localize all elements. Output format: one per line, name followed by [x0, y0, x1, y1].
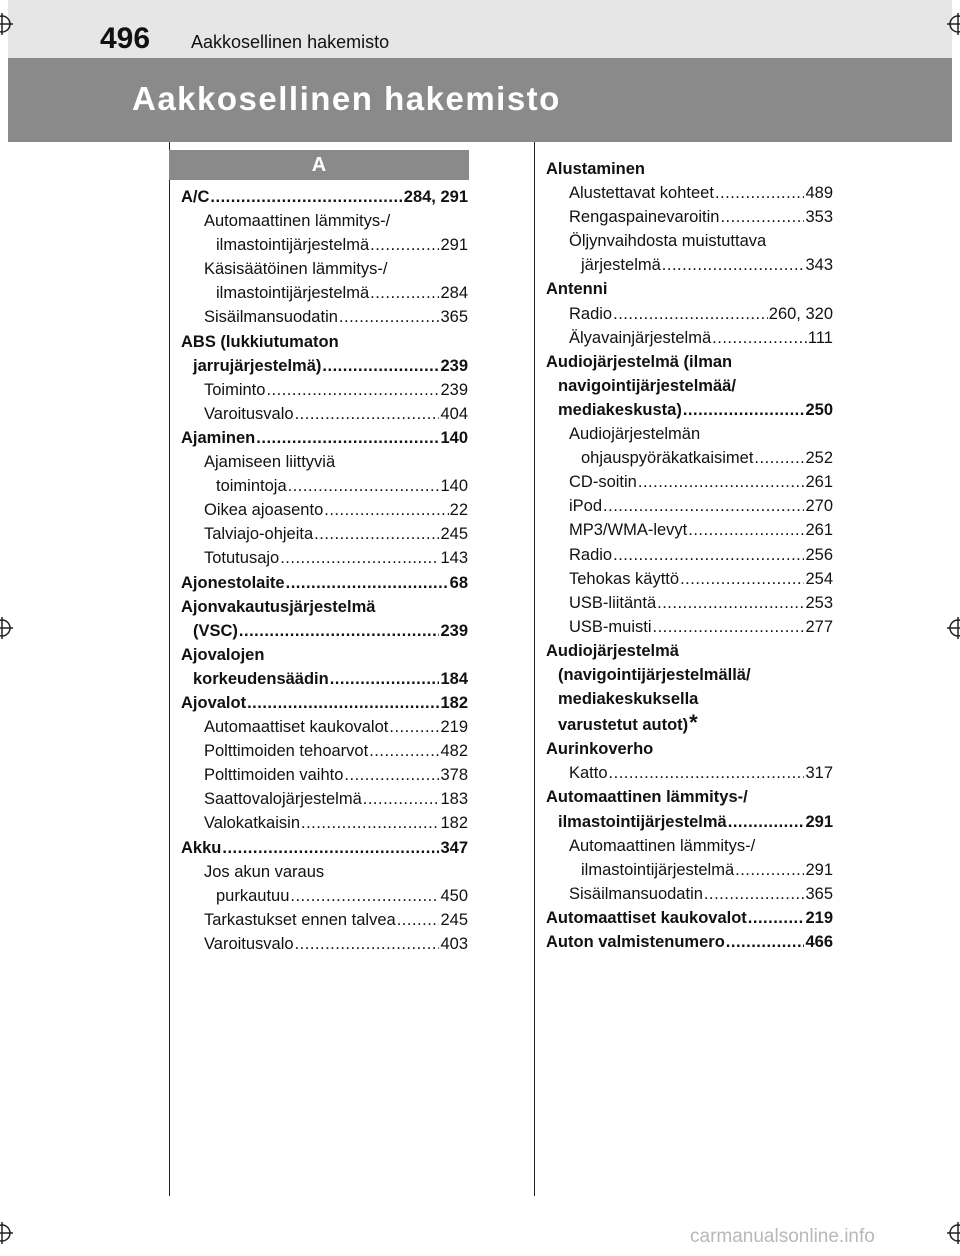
dot-leader: [662, 253, 805, 277]
dot-leader: [397, 908, 440, 932]
dot-leader: [657, 591, 804, 615]
index-term: Ajaminen: [181, 428, 256, 447]
section-letter-header: A: [169, 150, 469, 180]
index-entry: [546, 374, 833, 398]
dot-leader: [256, 426, 439, 450]
index-term: Automaattiset kaukovalot: [204, 718, 389, 737]
index-term: Automaattinen lämmitys-/: [204, 212, 391, 231]
dot-leader: [344, 763, 439, 787]
index-entry: [181, 884, 468, 908]
dot-leader: [286, 571, 449, 595]
index-term: Ajamiseen liittyviä: [204, 453, 336, 472]
index-entry: [546, 302, 833, 326]
index-term: navigointijärjestelmää/: [558, 376, 736, 395]
page-reference: 182: [440, 693, 468, 712]
dot-leader: [726, 930, 805, 954]
index-term: Talviajo-ohjeita: [204, 525, 314, 544]
center-column-rule: [534, 142, 535, 1196]
page-reference: 284, 291: [403, 188, 468, 206]
dot-leader: [638, 470, 805, 494]
index-term: USB-liitäntä: [569, 593, 657, 612]
index-term: Rengaspainevaroitin: [569, 208, 720, 227]
running-head: Aakkosellinen hakemisto: [191, 32, 390, 52]
dot-leader: [239, 619, 440, 643]
index-entry: [181, 450, 468, 474]
index-entry: [181, 595, 468, 619]
index-term: Saattovalojärjestelmä: [204, 790, 362, 809]
index-entry: [546, 687, 833, 711]
page-reference: 270: [805, 497, 833, 516]
dot-leader: [363, 787, 440, 811]
index-term: Sisäilmansuodatin: [204, 308, 338, 327]
index-entry: [181, 402, 468, 426]
index-term: Käsisäätöinen lämmitys-/: [204, 260, 388, 279]
index-entry: [181, 209, 468, 233]
page-reference: 143: [440, 549, 468, 568]
dot-leader: [680, 567, 804, 591]
page-reference: 403: [440, 934, 468, 953]
page-reference: 450: [440, 886, 468, 905]
index-term: iPod: [569, 497, 603, 516]
dot-leader: [735, 858, 804, 882]
index-term: Valokatkaisin: [204, 814, 300, 833]
index-entry: [546, 930, 833, 954]
index-entry: [546, 737, 833, 761]
index-term: Audiojärjestelmä: [546, 641, 679, 660]
index-entry: [546, 157, 833, 181]
index-term: MP3/WMA-levyt: [569, 521, 688, 540]
index-entry: [546, 422, 833, 446]
footnote-asterisk: *: [689, 710, 698, 736]
page-reference: 239: [440, 356, 468, 375]
dot-leader: [609, 761, 805, 785]
index-entry: [181, 281, 468, 305]
dot-leader: [603, 494, 804, 518]
index-entry: [181, 643, 468, 667]
index-entry: [546, 663, 833, 687]
registration-mark-icon: [0, 1222, 13, 1244]
index-term: Automaattinen lämmitys-/: [569, 836, 756, 855]
index-entry: [546, 567, 833, 591]
index-term: Automaattinen lämmitys-/: [546, 788, 748, 807]
page-reference: 343: [805, 256, 833, 275]
dot-leader: [324, 498, 448, 522]
index-term: Oikea ajoasento: [204, 501, 324, 520]
dot-leader: [295, 932, 440, 956]
page-reference: 245: [440, 910, 468, 929]
index-entry: [546, 470, 833, 494]
index-term: Antenni: [546, 280, 608, 299]
index-entry: [181, 811, 468, 835]
index-entry: [546, 398, 833, 422]
index-entry: [546, 858, 833, 882]
index-term: Aurinkoverho: [546, 740, 654, 759]
index-term: ilmastointijärjestelmä: [558, 812, 727, 831]
index-entry: [546, 591, 833, 615]
dot-leader: [314, 522, 439, 546]
index-entry: [181, 571, 468, 595]
dot-leader: [613, 302, 768, 326]
registration-mark-icon: [947, 617, 960, 639]
index-entry: [181, 378, 468, 402]
index-term: Totutusajo: [204, 549, 280, 568]
index-term: mediakeskuksella: [558, 690, 699, 709]
index-term: ilmastointijärjestelmä: [581, 860, 735, 879]
page-reference: 22: [449, 501, 468, 520]
page-reference: 239: [440, 380, 468, 399]
index-entry: [181, 739, 468, 763]
index-term: ilmastointijärjestelmä: [216, 236, 370, 255]
page-number: 496: [100, 22, 151, 55]
page-reference: 260, 320: [768, 304, 833, 323]
page-reference: 291: [440, 236, 468, 255]
index-term: Audiojärjestelmän: [569, 425, 701, 444]
index-entry: [181, 330, 468, 354]
dot-leader: [222, 836, 439, 860]
dot-leader: [715, 181, 805, 205]
index-term: Polttimoiden vaihto: [204, 766, 344, 785]
index-term: ABS (lukkiutumaton: [181, 332, 339, 351]
index-entry: [546, 229, 833, 253]
index-term: Radio: [569, 545, 613, 564]
index-term: Varoitusvalo: [204, 934, 294, 953]
page-reference: 291: [805, 812, 833, 831]
index-term: Alustaminen: [546, 160, 646, 178]
dot-leader: [339, 305, 440, 329]
index-term: Radio: [569, 304, 613, 323]
index-term: Auton valmistenumero: [546, 933, 725, 951]
page-reference: 252: [805, 449, 833, 468]
index-term: varustetut autot): [558, 716, 689, 735]
index-term: A/C: [181, 188, 210, 206]
page-reference: 347: [440, 838, 468, 857]
index-entry: [181, 763, 468, 787]
dot-leader: [683, 398, 805, 422]
page-reference: 182: [440, 814, 468, 833]
dot-leader: [688, 518, 804, 542]
index-entry: [181, 305, 468, 329]
index-term: Ajovalojen: [181, 645, 265, 664]
index-term: jarrujärjestelmä): [193, 356, 322, 375]
page-reference: 140: [440, 477, 468, 496]
dot-leader: [370, 281, 439, 305]
dot-leader: [704, 882, 805, 906]
dot-leader: [266, 378, 439, 402]
dot-leader: [754, 446, 804, 470]
index-entry: [546, 253, 833, 277]
page-reference: 261: [805, 473, 833, 492]
index-entry: [181, 474, 468, 498]
index-term: Katto: [569, 764, 608, 783]
index-term: mediakeskusta): [558, 400, 682, 419]
index-entry: [181, 257, 468, 281]
index-entry: [546, 181, 833, 205]
index-term: purkautuu: [216, 886, 290, 905]
index-term: Automaattiset kaukovalot: [546, 908, 747, 927]
page-reference: 140: [440, 428, 468, 447]
index-entry: [181, 354, 468, 378]
index-entry: [546, 834, 833, 858]
index-entry: [546, 518, 833, 542]
page-reference: 250: [805, 400, 833, 419]
index-term: Varoitusvalo: [204, 404, 294, 423]
index-term: ohjauspyöräkatkaisimet: [581, 449, 754, 468]
page-reference: 219: [440, 718, 468, 737]
page-reference: 111: [807, 328, 833, 347]
dot-leader: [728, 810, 805, 834]
page-reference: 261: [805, 521, 833, 540]
index-term: järjestelmä: [581, 256, 661, 275]
index-term: Tehokas käyttö: [569, 569, 680, 588]
page-reference: 219: [805, 908, 833, 927]
index-term: (VSC): [193, 621, 238, 640]
page-reference: 256: [805, 545, 833, 564]
page-reference: 365: [440, 308, 468, 327]
dot-leader: [369, 739, 439, 763]
index-entry: [181, 619, 468, 643]
index-term: Sisäilmansuodatin: [569, 884, 703, 903]
index-term: Ajovalot: [181, 693, 247, 712]
index-entry: [546, 785, 833, 809]
page-reference: 254: [805, 569, 833, 588]
page-reference: 239: [440, 621, 468, 640]
index-entry: [546, 326, 833, 350]
page-reference: 184: [440, 669, 468, 688]
index-entry: [546, 350, 833, 374]
page-reference: 353: [805, 208, 833, 227]
index-entry: [181, 426, 468, 450]
registration-mark-icon: [0, 13, 13, 35]
page-title: Aakkosellinen hakemisto: [132, 80, 561, 117]
index-term: Polttimoiden tehoarvot: [204, 742, 369, 761]
registration-mark-icon: [947, 1222, 960, 1244]
page-reference: 284: [440, 284, 468, 303]
page-reference: 291: [805, 860, 833, 879]
page-reference: 245: [440, 525, 468, 544]
page-reference: 183: [440, 790, 468, 809]
dot-leader: [720, 205, 804, 229]
index-entry: [181, 233, 468, 257]
index-entry: [181, 908, 468, 932]
index-entry: [546, 205, 833, 229]
dot-leader: [653, 615, 805, 639]
index-term: Audiojärjestelmä (ilman: [546, 352, 733, 371]
index-entry: [546, 615, 833, 639]
index-entry: [546, 277, 833, 301]
index-term: CD-soitin: [569, 473, 637, 492]
dot-leader: [288, 474, 440, 498]
index-term: korkeudensäädin: [193, 669, 329, 688]
index-term: Alustettavat kohteet: [569, 184, 714, 203]
index-column-right: [546, 157, 833, 954]
page-reference: 489: [805, 184, 833, 203]
index-entry: [546, 882, 833, 906]
index-entry: [181, 522, 468, 546]
index-column-left: [181, 185, 468, 956]
index-term: Älyavainjärjestelmä: [569, 328, 712, 347]
dot-leader: [613, 543, 804, 567]
dot-leader: [322, 354, 439, 378]
index-term: Tarkastukset ennen talvea: [204, 910, 396, 929]
index-term: Ajonestolaite: [181, 573, 285, 592]
dot-leader: [290, 884, 439, 908]
registration-mark-icon: [0, 617, 13, 639]
page-reference: 68: [449, 573, 468, 592]
index-entry: [546, 639, 833, 663]
index-entry: [546, 711, 833, 737]
index-entry: [181, 691, 468, 715]
page-reference: 365: [805, 884, 833, 903]
index-term: Ajonvakautusjärjestelmä: [181, 597, 376, 616]
dot-leader: [295, 402, 440, 426]
registration-mark-icon: [947, 13, 960, 35]
index-term: Öljynvaihdosta muistuttava: [569, 232, 767, 251]
index-entry: [546, 446, 833, 470]
index-term: ilmastointijärjestelmä: [216, 284, 370, 303]
index-entry: [181, 498, 468, 522]
index-entry: [181, 185, 468, 209]
index-entry: [181, 836, 468, 860]
index-entry: [546, 761, 833, 785]
page-reference: 482: [440, 742, 468, 761]
index-entry: [181, 715, 468, 739]
page-reference: 277: [805, 617, 833, 636]
index-entry: [546, 494, 833, 518]
dot-leader: [712, 326, 807, 350]
index-entry: [181, 787, 468, 811]
dot-leader: [210, 185, 402, 209]
dot-leader: [748, 906, 805, 930]
page-reference: 404: [440, 404, 468, 423]
index-entry: [181, 932, 468, 956]
index-entry: [181, 860, 468, 884]
dot-leader: [389, 715, 439, 739]
index-term: Akku: [181, 838, 222, 857]
index-term: USB-muisti: [569, 617, 652, 636]
dot-leader: [280, 546, 439, 570]
index-term: Jos akun varaus: [204, 862, 325, 881]
left-column-rule: [169, 142, 170, 1196]
index-term: toimintoja: [216, 477, 287, 496]
page-reference: 253: [805, 593, 833, 612]
dot-leader: [370, 233, 439, 257]
index-entry: [546, 906, 833, 930]
index-term: (navigointijärjestelmällä/: [558, 665, 751, 684]
page-reference: 378: [440, 766, 468, 785]
index-entry: [546, 810, 833, 834]
dot-leader: [330, 667, 440, 691]
page-reference: 466: [805, 933, 833, 951]
footer-watermark: carmanualsonline.info: [690, 1226, 875, 1247]
index-entry: [181, 667, 468, 691]
index-term: Toiminto: [204, 380, 266, 399]
index-entry: [181, 546, 468, 570]
dot-leader: [301, 811, 439, 835]
index-entry: [546, 543, 833, 567]
dot-leader: [247, 691, 439, 715]
page-reference: 317: [805, 764, 833, 783]
